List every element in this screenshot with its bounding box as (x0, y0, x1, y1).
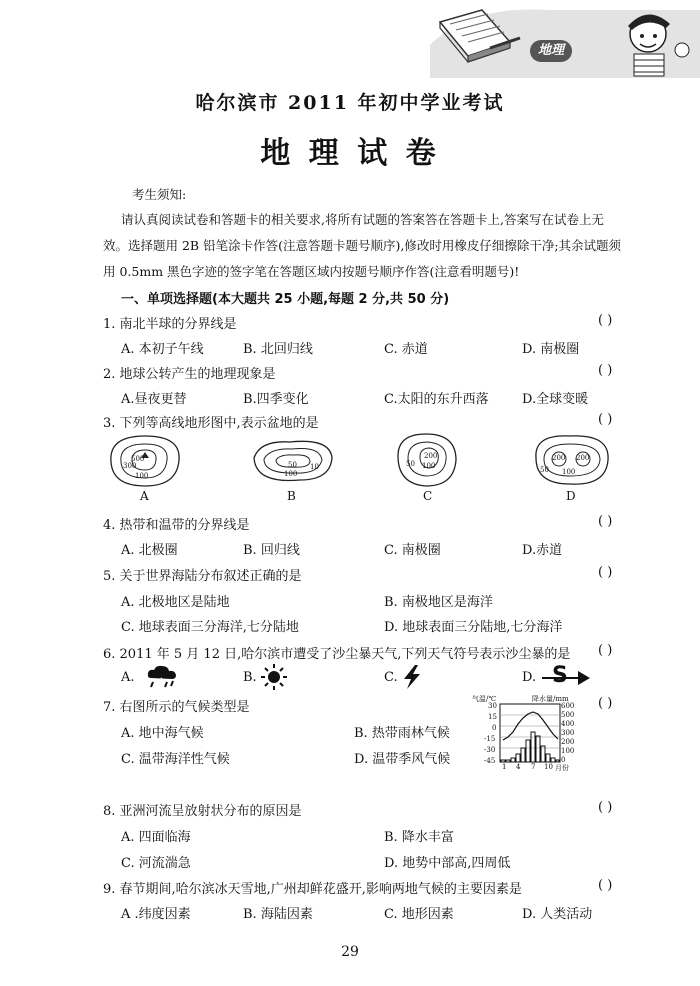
q4-option-d: D.赤道 (522, 543, 563, 558)
topo-map-a (105, 432, 185, 490)
precip-tick-500: 500 (561, 711, 575, 719)
temp-tick-30: 30 (488, 702, 497, 710)
q8-option-c: C. 河流湍急 (121, 856, 191, 871)
notice-heading: 考生须知: (132, 187, 187, 202)
topo-map-d (530, 430, 612, 488)
q5-option-c: C. 地球表面三分海洋,七分陆地 (121, 620, 299, 635)
topo-c-label-100: 100 (422, 462, 436, 470)
q4-option-b: B. 回归线 (243, 543, 300, 558)
precip-tick-400: 400 (561, 720, 575, 728)
precip-tick-100: 100 (561, 747, 575, 755)
q9-option-d: D. 人类活动 (522, 907, 593, 922)
temp-tick-m30: -30 (484, 746, 496, 754)
x-tick-1: 1 (502, 763, 507, 771)
q5-option-a: A. 北极地区是陆地 (121, 595, 230, 610)
question-8-stem: 8. 亚洲河流呈放射状分布的原因是 (103, 804, 302, 819)
topo-a-label-300: 300 (123, 462, 137, 470)
q1-option-c: C. 赤道 (384, 342, 428, 357)
q1-option-d: D. 南极圈 (522, 342, 580, 357)
question-6-stem: 6. 2011 年 5 月 12 日,哈尔滨市遭受了沙尘暴天气,下列天气符号表示沙尘暴的是 (103, 647, 571, 662)
q8-option-b: B. 降水丰富 (384, 830, 454, 845)
section-heading: 一、单项选择题(本大题共 25 小题,每题 2 分,共 50 分) (121, 292, 450, 307)
q1-option-a: A. 本初子午线 (121, 342, 204, 357)
topo-d-label-100: 100 (562, 468, 576, 476)
question-7-stem: 7. 右图所示的气候类型是 (103, 700, 250, 715)
q3-option-b: B (287, 489, 296, 503)
q3-option-c: C (423, 489, 433, 503)
answer-paren: ( ) (598, 313, 613, 328)
notice-line-1: 请认真阅读试卷和答题卡的相关要求,将所有试题的答案答在答题卡上,答案写在试卷上无 (121, 212, 604, 227)
notice-line-3: 用 0.5mm 黑色字迹的签字笔在答题区域内按题号顺序作答(注意看明题号)! (103, 264, 520, 279)
q6-option-a: A. (121, 670, 135, 685)
question-1-stem: 1. 南北半球的分界线是 (103, 317, 237, 332)
q7-option-a: A. 地中海气候 (121, 726, 204, 741)
question-3-stem: 3. 下列等高线地形图中,表示盆地的是 (103, 416, 319, 431)
topo-b-label-50: 50 (288, 461, 297, 469)
lightning-icon (400, 664, 424, 694)
temp-tick-0: 0 (492, 724, 497, 732)
answer-paren: ( ) (598, 565, 613, 580)
q4-option-c: C. 南极圈 (384, 543, 441, 558)
temp-axis-label: 气温/℃ (472, 695, 497, 703)
header-decoration (430, 0, 700, 80)
q3-option-a: A (140, 489, 149, 503)
topo-d-label-200-right: 200 (576, 454, 590, 462)
q2-option-a: A.昼夜更替 (121, 392, 187, 407)
question-4-stem: 4. 热带和温带的分界线是 (103, 518, 250, 533)
q8-option-d: D. 地势中部高,四周低 (384, 856, 511, 871)
header-badge: 地理 (530, 40, 572, 62)
q1-option-b: B. 北回归线 (243, 342, 313, 357)
answer-paren: ( ) (598, 363, 613, 378)
precip-bars (501, 732, 559, 762)
x-tick-7: 7 (531, 763, 536, 771)
notice-line-2: 效。选择题用 2B 铅笔涂卡作答(注意答题卡题号顺序),修改时用橡皮仔细擦除干净;其余试题须 (103, 238, 622, 253)
q2-option-d: D.全球变暖 (522, 392, 589, 407)
q9-option-b: B. 海陆因素 (243, 907, 313, 922)
x-tick-10: 10 (544, 763, 553, 771)
topo-d-label-200-left: 200 (552, 454, 566, 462)
answer-paren: ( ) (598, 800, 613, 815)
topo-b-label-100: 100 (284, 470, 298, 478)
q7-option-b: B. 热带雨林气候 (354, 726, 450, 741)
rain-cloud-icon (145, 664, 179, 694)
q8-option-a: A. 四面临海 (121, 830, 191, 845)
precip-tick-0: 0 (561, 756, 566, 764)
q7-option-d: D. 温带季风气候 (354, 752, 451, 767)
answer-paren: ( ) (598, 514, 613, 529)
topo-b-label-10: 10 (310, 463, 319, 471)
q7-option-c: C. 温带海洋性气候 (121, 752, 230, 767)
q5-option-b: B. 南极地区是海洋 (384, 595, 493, 610)
sandstorm-icon (540, 664, 592, 690)
precip-axis-label: 降水量/mm (532, 695, 569, 703)
q6-option-d: D. (522, 670, 537, 685)
question-9-stem: 9. 春节期间,哈尔滨冰天雪地,广州却鲜花盛开,影响两地气候的主要因素是 (103, 882, 522, 897)
topo-map-c (392, 430, 462, 490)
sun-icon (260, 663, 288, 695)
answer-paren: ( ) (598, 643, 613, 658)
climate-chart (470, 694, 590, 780)
topo-a-label-500: 500 (131, 455, 145, 463)
q2-option-b: B.四季变化 (243, 392, 309, 407)
exam-title: 哈尔滨市 2011 年初中学业考试 (195, 92, 505, 114)
precip-tick-200: 200 (561, 738, 575, 746)
answer-paren: ( ) (598, 878, 613, 893)
question-2-stem: 2. 地球公转产生的地理现象是 (103, 367, 276, 382)
q6-option-b: B. (243, 670, 257, 685)
q3-option-d: D (566, 489, 576, 503)
q9-option-a: A .纬度因素 (121, 907, 191, 922)
precip-tick-600: 600 (561, 702, 575, 710)
q9-option-c: C. 地形因素 (384, 907, 454, 922)
answer-paren: ( ) (598, 696, 613, 711)
q4-option-a: A. 北极圈 (121, 543, 178, 558)
paper-title: 地 理 试 卷 (260, 136, 440, 171)
topo-map-b (250, 436, 338, 486)
answer-paren: ( ) (598, 412, 613, 427)
sandstorm-letter: S (552, 663, 568, 688)
topo-c-label-200: 200 (424, 452, 438, 460)
temp-tick-m45: -45 (484, 757, 496, 765)
x-tick-4: 4 (516, 763, 521, 771)
x-axis-label: 月份 (555, 764, 569, 772)
topo-d-label-50: 50 (540, 466, 549, 474)
question-5-stem: 5. 关于世界海陆分布叙述正确的是 (103, 569, 302, 584)
q6-option-c: C. (384, 670, 398, 685)
topo-c-label-50: 50 (406, 460, 415, 468)
q2-option-c: C.太阳的东升西落 (384, 392, 489, 407)
precip-tick-300: 300 (561, 729, 575, 737)
climate-chart-plot (470, 694, 590, 780)
page-number: 29 (341, 944, 359, 960)
temp-tick-15: 15 (488, 713, 497, 721)
topo-a-label-100: 100 (135, 472, 149, 480)
temp-tick-m15: -15 (484, 735, 496, 743)
q5-option-d: D. 地球表面三分陆地,七分海洋 (384, 620, 563, 635)
